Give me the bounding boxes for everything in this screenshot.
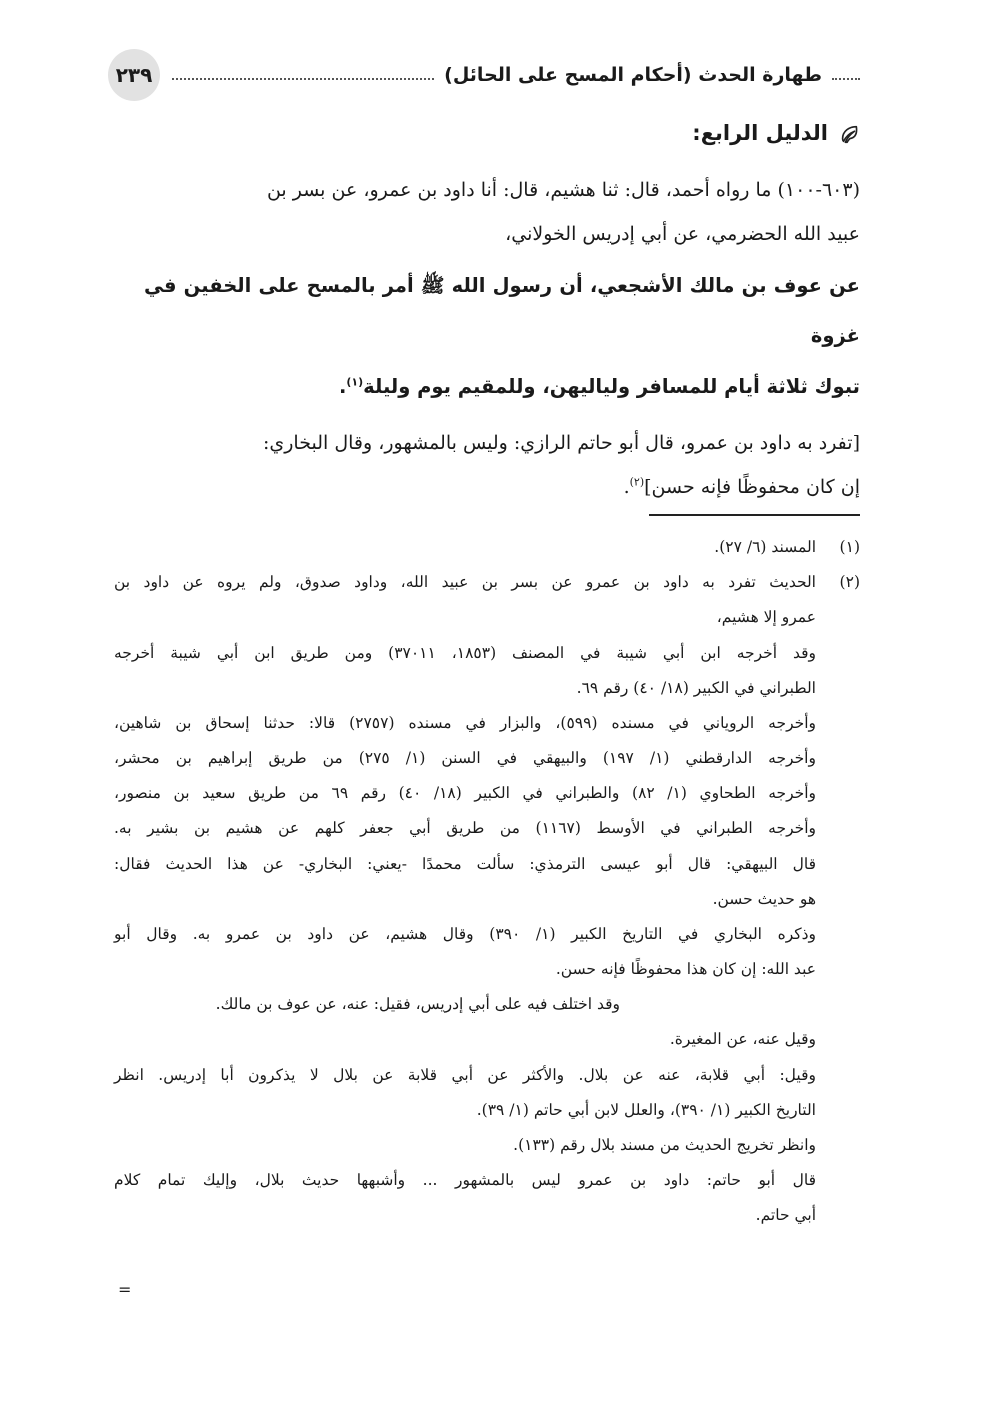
grading-note xyxy=(144,421,860,510)
footnote-1-text: المسند (٦/ ٢٧). xyxy=(714,538,816,556)
footnote-line: وقد أخرجه ابن أبي شيبة في المصنف (١٨٥٣، ٣٧٠١١) ومن طريق ابن أبي شيبة أخرجه xyxy=(114,643,816,662)
hadith-text xyxy=(144,261,860,413)
footnote-line: وانظر تخريج الحديث من مسند بلال رقم (١٣٣). xyxy=(513,1135,816,1154)
footnotes xyxy=(114,530,860,1233)
hadith-end: . xyxy=(338,375,347,399)
section-heading xyxy=(144,118,860,150)
footnote-line: الحديث تفرد به داود بن عمرو عن بسر بن عبيد الله، وداود صدوق، ولم يروه عن داود بن xyxy=(114,573,816,592)
footnote-line: وذكره البخاري في التاريخ الكبير (١/ ٣٩٠) وقال هشيم، عن داود بن عمرو به. وقال أبو xyxy=(114,924,817,943)
footnote-line: وقيل: أبي قلابة، عنه عن بلال. والأكثر عن أبي قلابة عن بلال لا يذكرون أبا إدريس. انظر xyxy=(114,1065,816,1084)
footnote-line: عمرو إلا هشيم، xyxy=(716,608,816,627)
footnote-1 xyxy=(114,530,860,565)
footnote-line: أبي حاتم. xyxy=(755,1206,816,1225)
note-line-1: [تفرد به داود بن عمرو، قال أبو حاتم الرازي: وليس بالمشهور، وقال البخاري: xyxy=(262,431,860,454)
hadith-line-2: تبوك ثلاثة أيام للمسافر ولياليهن، وللمقيم يوم وليلة xyxy=(363,375,860,399)
isnad-paragraph xyxy=(144,168,860,257)
footnote-line: قال أبو حاتم: داود بن عمرو ليس بالمشهور ... وأشبهها حديث بلال، وإليك تمام كلام xyxy=(114,1171,816,1190)
isnad-line-2: عبيد الله الحضرمي، عن أبي إدريس الخولاني، xyxy=(505,223,860,246)
running-header xyxy=(108,50,860,100)
hadith-line-1: عن عوف بن مالك الأشجعي، أن رسول الله ﷺ أمر بالمسح على الخفين في غزوة xyxy=(144,273,860,348)
page-number: ٢٣٩ xyxy=(108,49,160,101)
footnote-line: قال البيهقي: قال أبو عيسى الترمذي: سألت محمدًا -يعني: البخاري- عن هذا الحديث فقال: xyxy=(114,854,816,873)
header-title: طهارة الحدث (أحكام المسح على الحائل) xyxy=(444,64,822,86)
footnote-line: عبد الله: إن كان هذا محفوظًا فإنه حسن. xyxy=(555,960,816,979)
footnote-1-number: (١) xyxy=(839,538,860,556)
heading-text: الدليل الرابع: xyxy=(692,121,828,145)
note-line-2: إن كان محفوظًا فإنه حسن] xyxy=(644,476,860,499)
footnote-2-number: (٢) xyxy=(839,573,860,592)
isnad-line-1: (٦٠٣-١٠٠) ما رواه أحمد، قال: ثنا هشيم، قال: أنا داود بن عمرو، عن بسر بن xyxy=(266,178,860,201)
note-end: . xyxy=(623,476,630,499)
footnote-ref-1[interactable]: (١) xyxy=(346,375,364,389)
header-dots-left xyxy=(172,78,434,80)
footnote-line: هو حديث حسن. xyxy=(712,889,816,908)
continuation-mark: = xyxy=(118,1280,132,1299)
footnote-line: وقيل عنه، عن المغيرة. xyxy=(669,1030,816,1049)
footnote-line: وقد اختلف فيه على أبي إدريس، فقيل: عنه، عن عوف بن مالك. xyxy=(215,995,620,1014)
footnote-line: وأخرجه الروياني في مسنده (٥٩٩)، والبزار في مسنده (٢٧٥٧) قالا: حدثنا إسحاق بن شاهين، xyxy=(114,713,816,732)
footnote-line: التاريخ الكبير (١/ ٣٩٠)، والعلل لابن أبي حاتم (١/ ٣٩). xyxy=(476,1100,816,1119)
main-text xyxy=(144,118,860,514)
footnote-line: وأخرجه الطحاوي (١/ ٨٢) والطبراني في الكبير (١٨/ ٤٠) رقم ٦٩ من طريق سعيد بن منصور، xyxy=(114,784,817,803)
header-dots-right xyxy=(832,78,860,80)
footnote-line: الطبراني في الكبير (١٨/ ٤٠) رقم ٦٩. xyxy=(576,678,816,697)
leaf-ornament-icon xyxy=(838,123,860,145)
footnote-ref-2[interactable]: (٢) xyxy=(629,476,645,490)
footnote-separator xyxy=(649,514,860,516)
footnote-2 xyxy=(114,565,860,1233)
footnote-line: وأخرجه الدارقطني (١/ ١٩٧) والبيهقي في السنن (١/ ٢٧٥) من طريق إبراهيم بن محشر، xyxy=(114,749,816,768)
footnote-line: وأخرجه الطبراني في الأوسط (١١٦٧) من طريق أبي جعفر كلهم عن هشيم بن بشير به. xyxy=(114,819,817,838)
